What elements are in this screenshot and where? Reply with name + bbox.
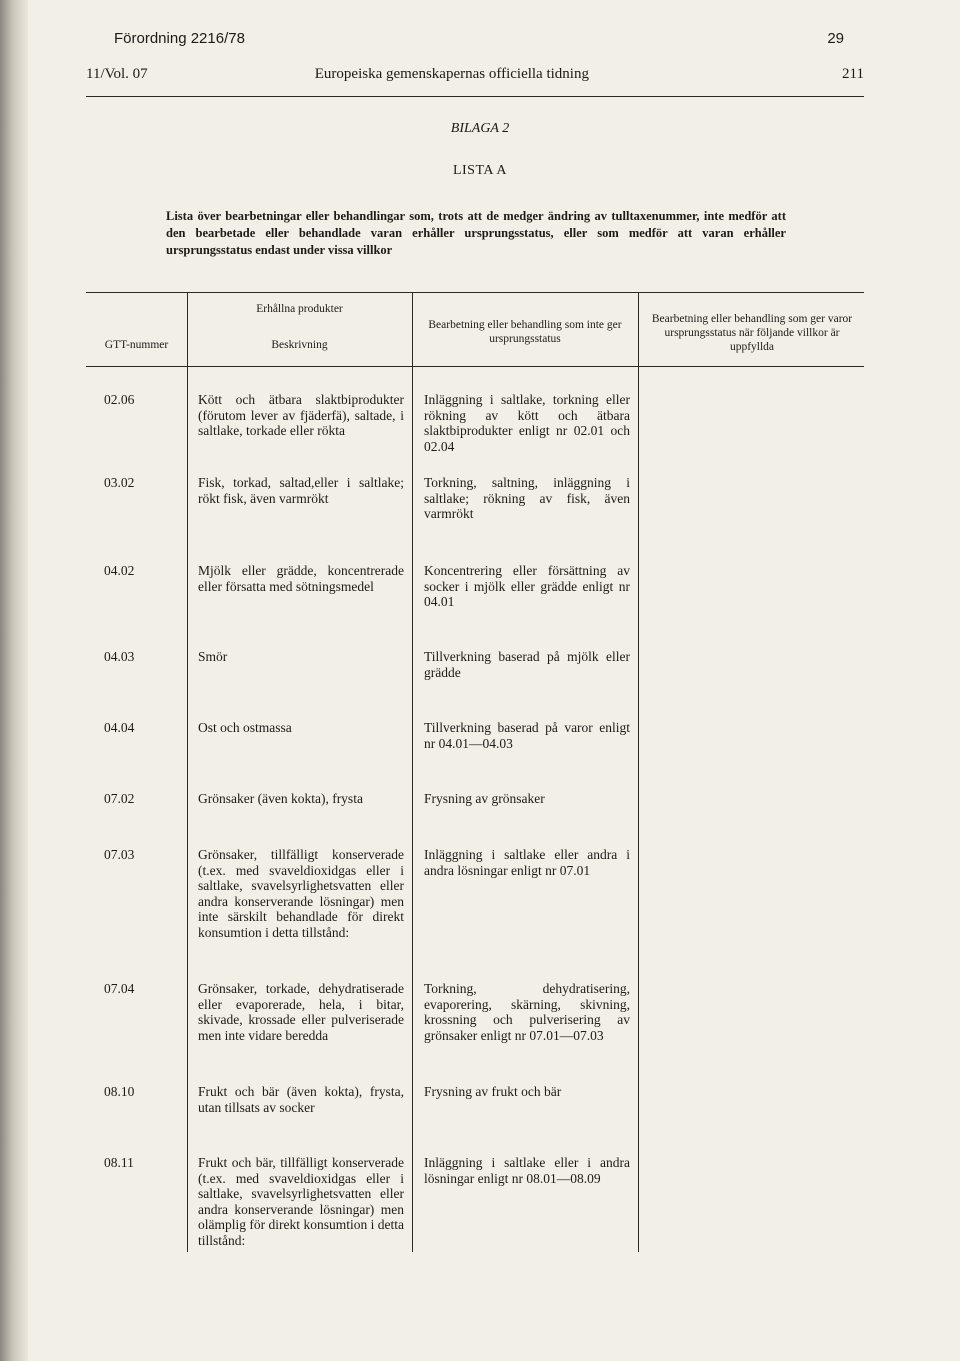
header-gtt: GTT-nummer [104,339,169,351]
row-code: 02.06 [104,392,135,407]
annex-label: BILAGA 2 [450,121,510,136]
row-code: 04.04 [104,720,135,735]
row-processing: Inläggning i saltlake eller i andra lösningar enligt nr 08.01—08.09 [424,1155,630,1186]
journal-issue: 11/Vol. 07 [86,66,148,82]
row-code: 08.11 [104,1155,134,1170]
list-title: LISTA A [452,163,508,178]
regulation-number: Förordning 2216/78 [114,30,245,47]
row-code: 07.02 [104,791,135,806]
origin-table [86,292,864,1252]
journal-title: Europeiska gemenskapernas officiella tidning [314,66,589,82]
row-description: Smör [198,649,228,664]
column-divider [412,292,413,1252]
row-description: Grönsaker (även kokta), frysta [198,791,363,806]
header-rule [86,96,864,97]
row-processing: Torkning, saltning, inläggning i saltlake; rökning av fisk, även varmrökt [424,475,630,521]
table-header-rule [86,366,864,367]
page-binding-shadow [0,0,28,1361]
header-products-group: Erhållna produkter [256,303,343,315]
row-processing: Koncentrering eller försättning av socker i mjölk eller grädde enligt nr 04.01 [424,563,630,609]
column-divider [638,292,639,1252]
row-description: Frukt och bär, tillfälligt konserverade (t.ex. med svaveldioxidgas eller i saltlake, svavelsyrlighetsvatten eller andra konserverande lösningar) men olämplig för direkt konsumtion i detta tillstånd: [198,1155,404,1248]
row-processing: Torkning, dehydratisering, evaporering, skärning, skivning, krossning och pulverisering av grönsaker enligt nr 07.01—07.03 [424,981,630,1043]
row-processing: Tillverkning baserad på mjölk eller grädde [424,649,630,680]
journal-header [86,66,864,83]
row-description: Kött och ätbara slaktbiprodukter (förutom lever av fjäderfä), saltade, i saltlake, torkade eller rökta [198,392,404,438]
page-number: 29 [827,30,844,47]
list-intro: Lista över bearbetningar eller behandlingar som, trots att de medger ändring av tulltaxenummer, inte medför att den bearbetade eller behandlade varan erhåller ursprungsstatus, eller som medför att varan erhåller ursprungsstatus endast under vissa villkor [166,209,786,257]
row-code: 04.02 [104,563,135,578]
row-processing: Tillverkning baserad på varor enligt nr 04.01—04.03 [424,720,630,751]
row-description: Ost och ostmassa [198,720,292,735]
header-conditions: Bearbetning eller behandling som ger varor ursprungsstatus när följande villkor är uppfyllda [651,313,853,353]
row-description: Mjölk eller grädde, koncentrerade eller försatta med sötningsmedel [198,563,404,594]
column-divider [187,292,188,1252]
row-code: 04.03 [104,649,135,664]
row-processing: Frysning av frukt och bär [424,1084,562,1099]
row-code: 07.04 [104,981,135,996]
row-code: 07.03 [104,847,135,862]
row-processing: Frysning av grönsaker [424,791,545,806]
row-processing: Inläggning i saltlake, torkning eller rökning av kött och ätbara slaktbiprodukter enligt nr 02.01 och 02.04 [424,392,630,454]
row-processing: Inläggning i saltlake eller andra i andra lösningar enligt nr 07.01 [424,847,630,878]
row-description: Grönsaker, tillfälligt konserverade (t.ex. med svaveldioxidgas eller i saltlake, svavelsyrlighetsvatten eller andra konserverande lösningar) men inte särskilt behandlade för direkt konsumtion i detta tillstånd: [198,847,404,940]
row-description: Fisk, torkad, saltad,eller i saltlake; rökt fisk, även varmrökt [198,475,404,506]
journal-page: 211 [842,66,864,82]
table-top-rule [86,292,864,293]
header-processing: Bearbetning eller behandling som inte ger ursprungsstatus [428,319,622,345]
document-header [114,30,844,47]
row-code: 03.02 [104,475,135,490]
header-description: Beskrivning [271,339,328,351]
row-code: 08.10 [104,1084,135,1099]
row-description: Grönsaker, torkade, dehydratiserade eller evaporerade, hela, i bitar, skivade, krossade eller pulveriserade men inte vidare beredda [198,981,404,1043]
row-description: Frukt och bär (även kokta), frysta, utan tillsats av socker [198,1084,404,1115]
